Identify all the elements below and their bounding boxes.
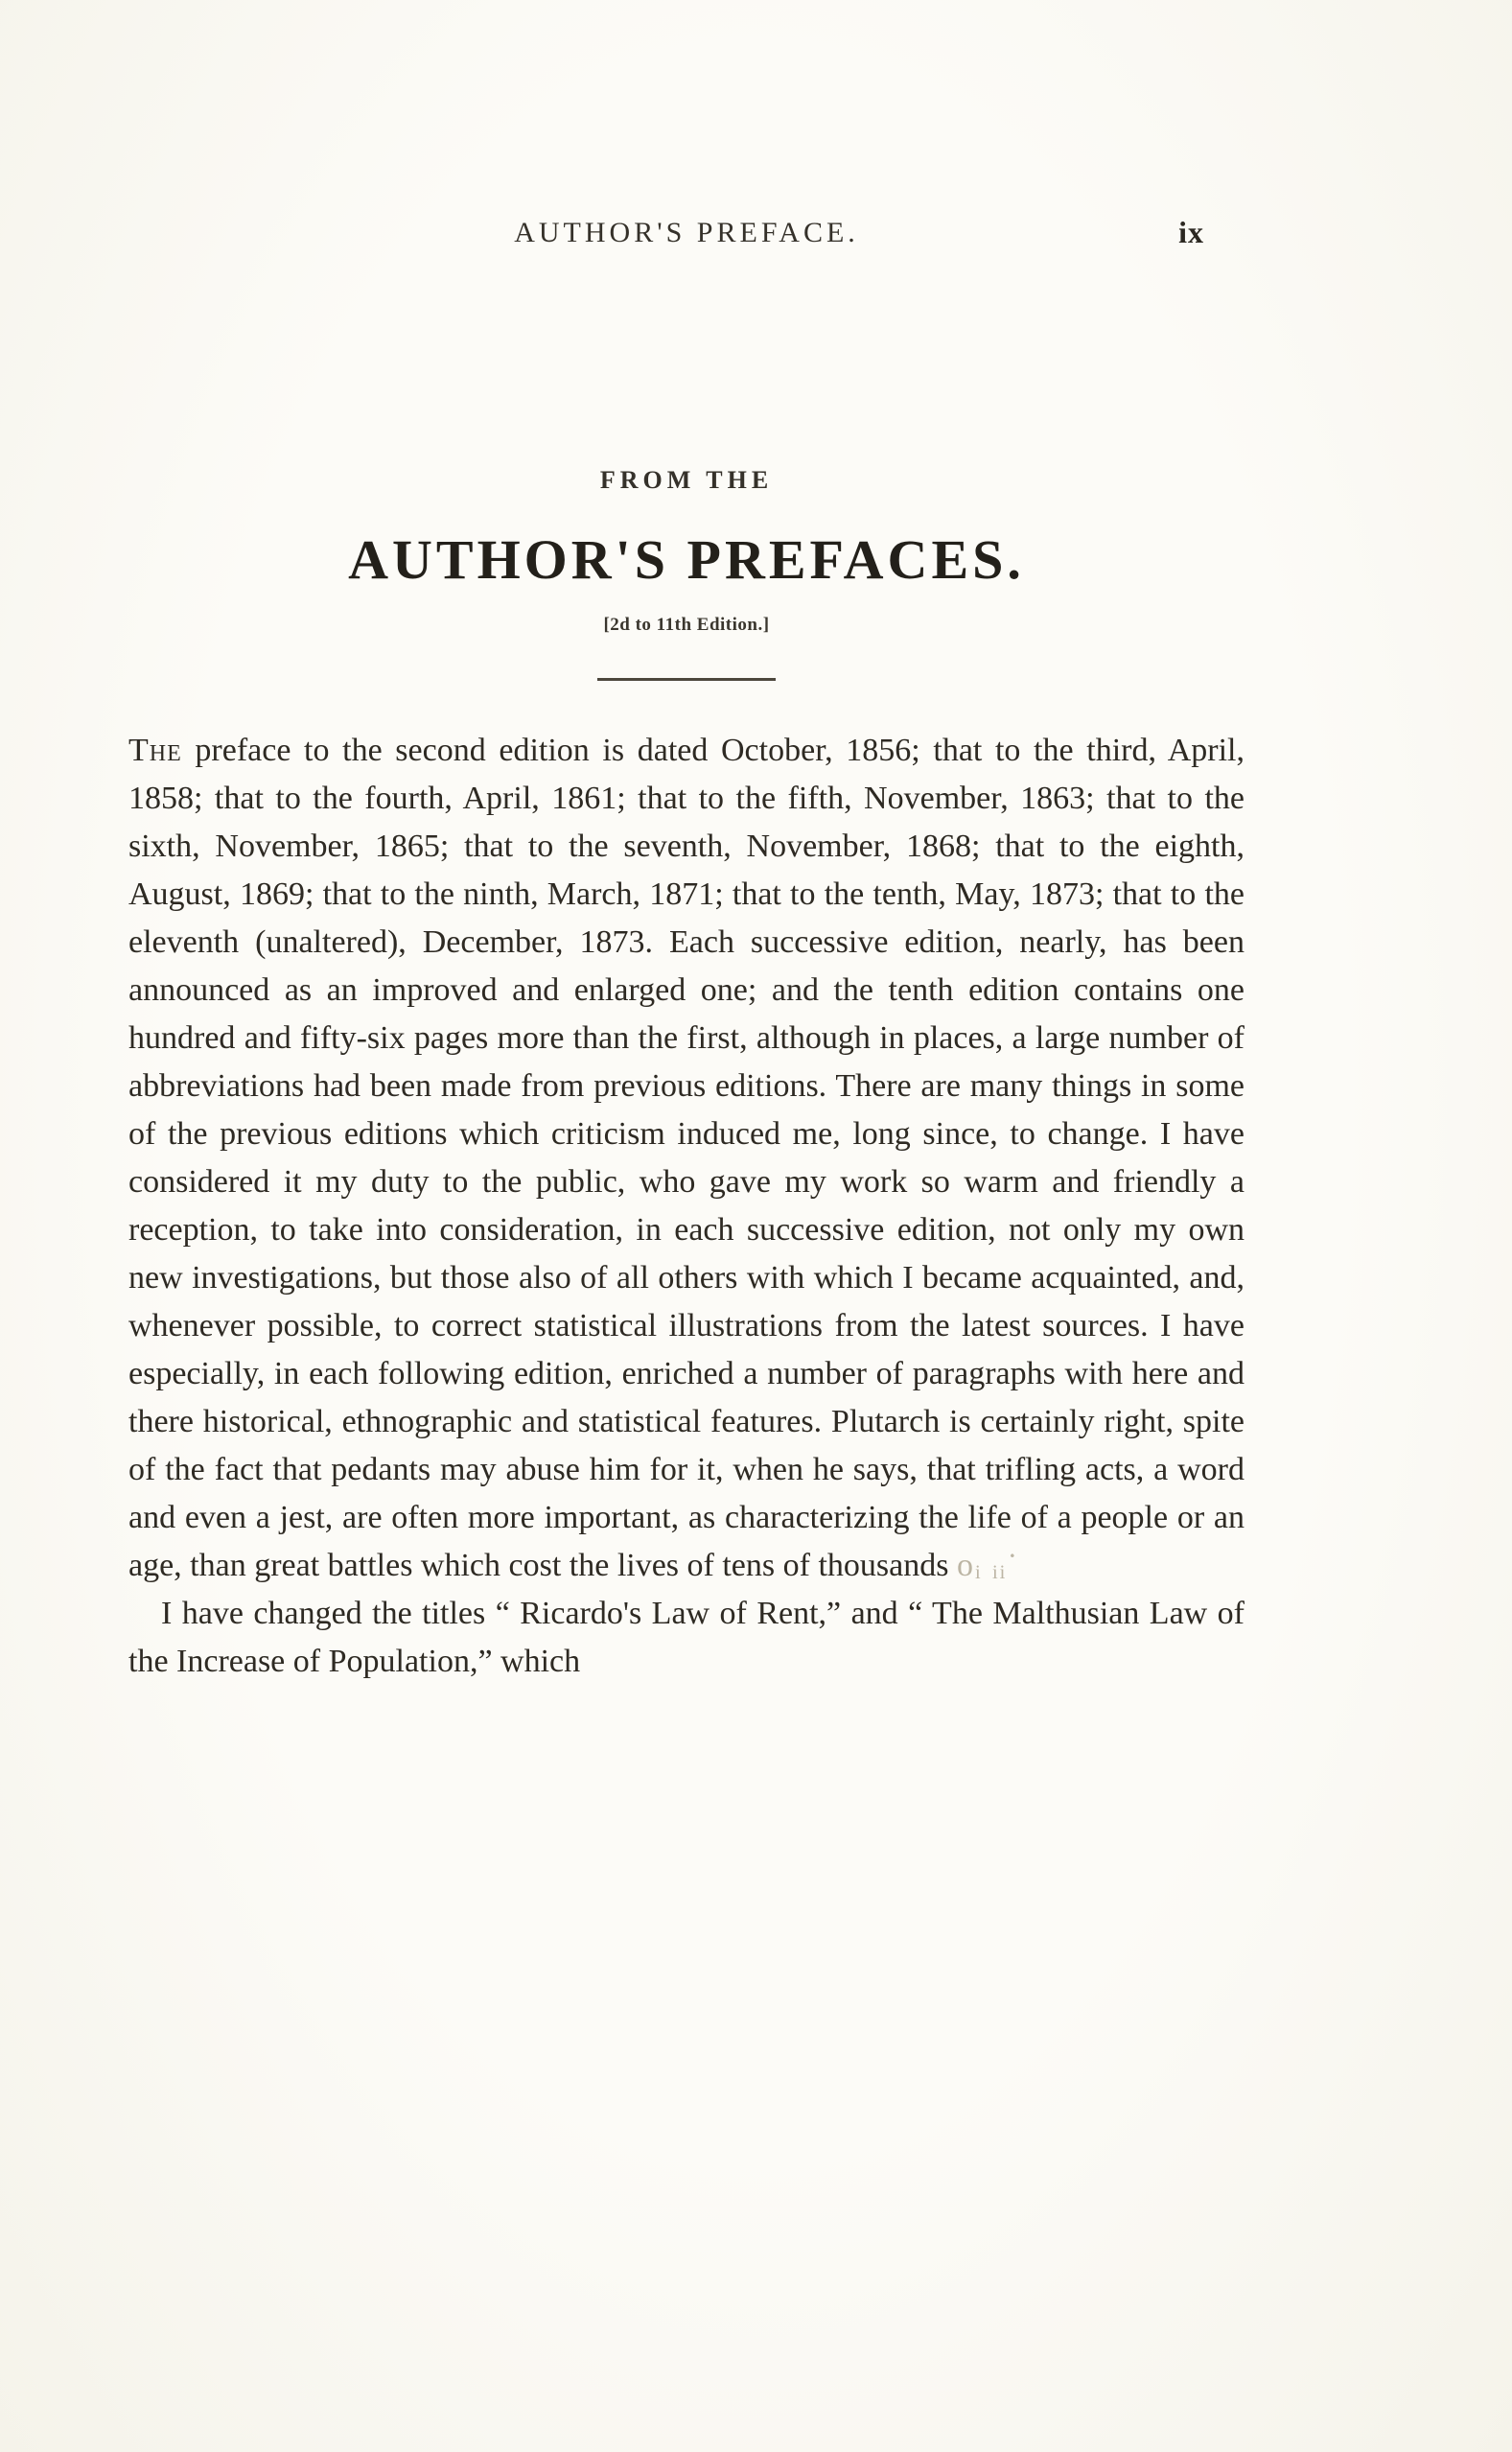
chapter-heading xyxy=(128,466,1244,681)
paragraph-second: I have changed the titles “ Ricardo's Law of Rent,” and “ The Malthusian Law of the Increase of Population,” which xyxy=(128,1596,1244,1679)
paragraph-first-text: preface to the second edition is dated October, 1856; that to the third, April, 1858; that to the fourth, April, 1861; that to the fifth, November, 1863; that to the sixth, November, 1865; that to the seventh, November, 1868; that to the eighth, August, 1869; that to the ninth, March, 1871; that to the tenth, May, 1873; that to the eleventh (unaltered), December, 1873. Each successive edition, nearly, has been announced as an improved and enlarged one; and the tenth edition contains one hundred and fifty-six pages more than the first, although in places, a large number of abbreviations had been made from previous editions. There are many things in some of the previous editions which criticism induced me, long since, to change. I have considered it my duty to the public, who gave my work so warm and friendly a reception, to take into consideration, in each successive edition, not only my own new investigations, but those also of all others with which I became acquainted, and, whenever possible, to correct statistical illustrations from the latest sources. I have especially, in each following edition, enriched a number of paragraphs with here and there historical, ethnographic and statistical features. Plutarch is certainly right, spite of the fact that pedants may abuse him for it, when he says, that trifling acts, a word and even a jest, are often more important, as characterizing the life of a people or an age, than great battles which cost the lives of tens of thousands xyxy=(128,733,1244,1583)
page-number: ix xyxy=(1178,215,1204,249)
lead-word: The xyxy=(128,733,182,768)
page-header xyxy=(128,217,1244,259)
divider-rule xyxy=(597,678,776,681)
running-title: AUTHOR'S PREFACE. xyxy=(514,217,859,248)
body-text xyxy=(128,727,1244,1686)
edition-note: [2d to 11th Edition.] xyxy=(603,615,770,635)
heading-kicker: FROM THE xyxy=(599,466,774,494)
faded-scan-text: oᵢ ᵢᵢ˙ xyxy=(956,1548,1020,1583)
paragraph-first xyxy=(128,727,1244,1590)
page-title: AUTHOR'S PREFACES. xyxy=(348,528,1025,591)
